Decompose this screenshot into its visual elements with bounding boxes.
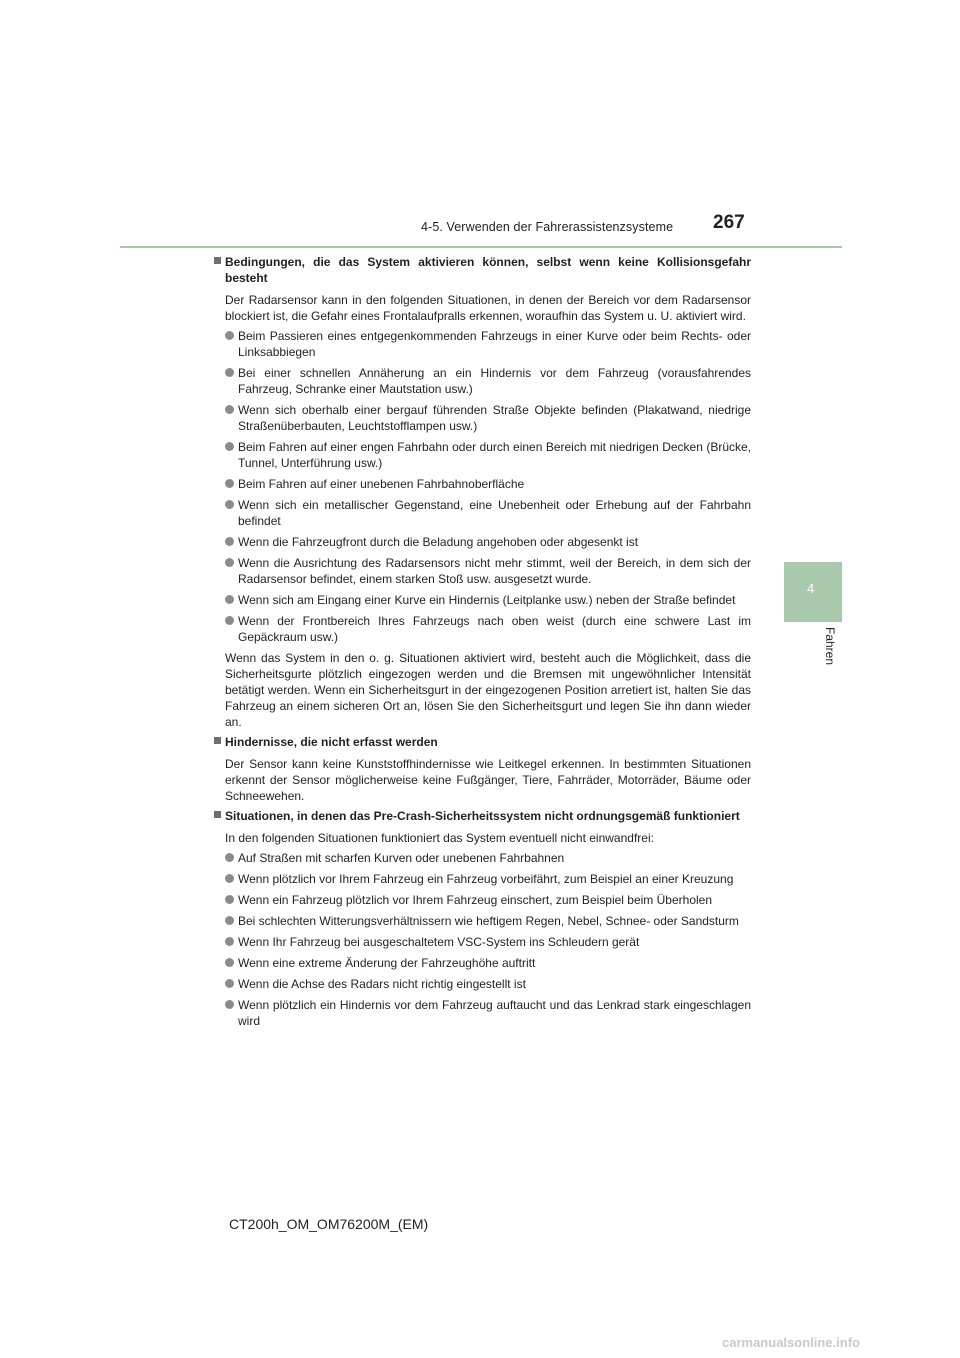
circle-bullet-icon — [225, 368, 234, 377]
section-outro: Wenn das System in den o. g. Situationen aktiviert wird, besteht auch die Möglichkeit, dass die Sicherheitsgurte plötzlich eingezogen werden und die Bremsen mit ungewöhnlicher Intensität betätigt werden. Wenn ein Sicherheitsgurt in der eingezogenen Position arretiert ist, halten Sie das Fahrzeug an einem sicheren Ort an, lösen Sie den Sicherheitsgurt und legen Sie ihn dann wieder an. — [225, 651, 751, 729]
list-item: Wenn plötzlich ein Hindernis vor dem Fahrzeug auftaucht und das Lenkrad stark eingeschlagen wird — [214, 997, 751, 1029]
page-number: 267 — [713, 212, 745, 233]
page-content — [214, 254, 751, 1034]
manual-code: CT200h_OM_OM76200M_(EM) — [229, 1216, 429, 1232]
section-malfunction-situations — [214, 808, 751, 1029]
circle-bullet-icon — [225, 595, 234, 604]
list-item: Wenn eine extreme Änderung der Fahrzeughöhe auftritt — [214, 955, 751, 971]
list-item: Beim Fahren auf einer unebenen Fahrbahnoberfläche — [214, 476, 751, 492]
list-item: Wenn sich ein metallischer Gegenstand, eine Unebenheit oder Erhebung auf der Fahrbahn befindet — [214, 497, 751, 529]
circle-bullet-icon — [225, 853, 234, 862]
list-item: Wenn ein Fahrzeug plötzlich vor Ihrem Fahrzeug einschert, zum Beispiel beim Überholen — [214, 892, 751, 908]
circle-bullet-icon — [225, 979, 234, 988]
circle-bullet-icon — [225, 1000, 234, 1009]
list-item: Wenn Ihr Fahrzeug bei ausgeschaltetem VSC-System ins Schleudern gerät — [214, 934, 751, 950]
section-heading: Hindernisse, die nicht erfasst werden — [214, 734, 751, 750]
chapter-tab — [784, 562, 842, 622]
list-item: Beim Fahren auf einer engen Fahrbahn oder durch einen Bereich mit niedrigen Decken (Brücke, Tunnel, Unterführung usw.) — [214, 439, 751, 471]
circle-bullet-icon — [225, 874, 234, 883]
circle-bullet-icon — [225, 331, 234, 340]
section-title: 4-5. Verwenden der Fahrerassistenzsysteme — [421, 220, 674, 234]
chapter-number: 4 — [807, 581, 815, 596]
square-bullet-icon — [214, 811, 221, 818]
circle-bullet-icon — [225, 500, 234, 509]
circle-bullet-icon — [225, 537, 234, 546]
circle-bullet-icon — [225, 616, 234, 625]
list-item: Wenn sich am Eingang einer Kurve ein Hindernis (Leitplanke usw.) neben der Straße befindet — [214, 592, 751, 608]
circle-bullet-icon — [225, 895, 234, 904]
list-item: Wenn sich oberhalb einer bergauf führenden Straße Objekte befinden (Plakatwand, niedrige Straßenüberbauten, Leuchtstofflampen usw.) — [214, 402, 751, 434]
section-heading: Bedingungen, die das System aktivieren können, selbst wenn keine Kollisionsgefahr besteht — [214, 254, 751, 286]
watermark: carmanualsonline.info — [722, 1335, 860, 1350]
list-item: Bei einer schnellen Annäherung an ein Hindernis vor dem Fahrzeug (vorausfahrendes Fahrzeug, Schranke einer Mautstation usw.) — [214, 365, 751, 397]
circle-bullet-icon — [225, 916, 234, 925]
list-item: Wenn der Frontbereich Ihres Fahrzeugs nach oben weist (durch eine schwere Last im Gepäckraum usw.) — [214, 613, 751, 645]
header-divider — [120, 246, 842, 248]
section-activation-conditions — [214, 254, 751, 730]
circle-bullet-icon — [225, 958, 234, 967]
square-bullet-icon — [214, 257, 221, 264]
list-item: Beim Passieren eines entgegenkommenden Fahrzeugs in einer Kurve oder beim Rechts- oder Linksabbiegen — [214, 328, 751, 360]
section-heading: Situationen, in denen das Pre-Crash-Sicherheitssystem nicht ordnungsgemäß funktioniert — [214, 808, 751, 824]
list-item: Wenn die Fahrzeugfront durch die Beladung angehoben oder abgesenkt ist — [214, 534, 751, 550]
chapter-label: Fahren — [823, 627, 837, 666]
list-item: Wenn die Ausrichtung des Radarsensors nicht mehr stimmt, weil der Bereich, in dem sich der Radarsensor befindet, einem starken Stoß usw. ausgesetzt wurde. — [214, 555, 751, 587]
circle-bullet-icon — [225, 405, 234, 414]
circle-bullet-icon — [225, 479, 234, 488]
section-intro: Der Sensor kann keine Kunststoffhindernisse wie Leitkegel erkennen. In bestimmten Situationen erkennt der Sensor möglicherweise keine Fußgänger, Tiere, Fahrräder, Motorräder, Bäume oder Schneewehen. — [225, 757, 751, 803]
circle-bullet-icon — [225, 937, 234, 946]
section-intro: In den folgenden Situationen funktioniert das System eventuell nicht einwandfrei: — [225, 831, 654, 845]
list-item: Auf Straßen mit scharfen Kurven oder unebenen Fahrbahnen — [214, 850, 751, 866]
list-item: Bei schlechten Witterungsverhältnissern wie heftigem Regen, Nebel, Schnee- oder Sandsturm — [214, 913, 751, 929]
square-bullet-icon — [214, 737, 221, 744]
list-item: Wenn die Achse des Radars nicht richtig eingestellt ist — [214, 976, 751, 992]
section-intro: Der Radarsensor kann in den folgenden Situationen, in denen der Bereich vor dem Radarsensor blockiert ist, die Gefahr eines Frontalaufpralls erkennen, woraufhin das System u. U. aktiviert wird. — [225, 293, 751, 323]
circle-bullet-icon — [225, 558, 234, 567]
circle-bullet-icon — [225, 442, 234, 451]
section-undetected-obstacles — [214, 734, 751, 804]
list-item: Wenn plötzlich vor Ihrem Fahrzeug ein Fahrzeug vorbeifährt, zum Beispiel an einer Kreuzung — [214, 871, 751, 887]
